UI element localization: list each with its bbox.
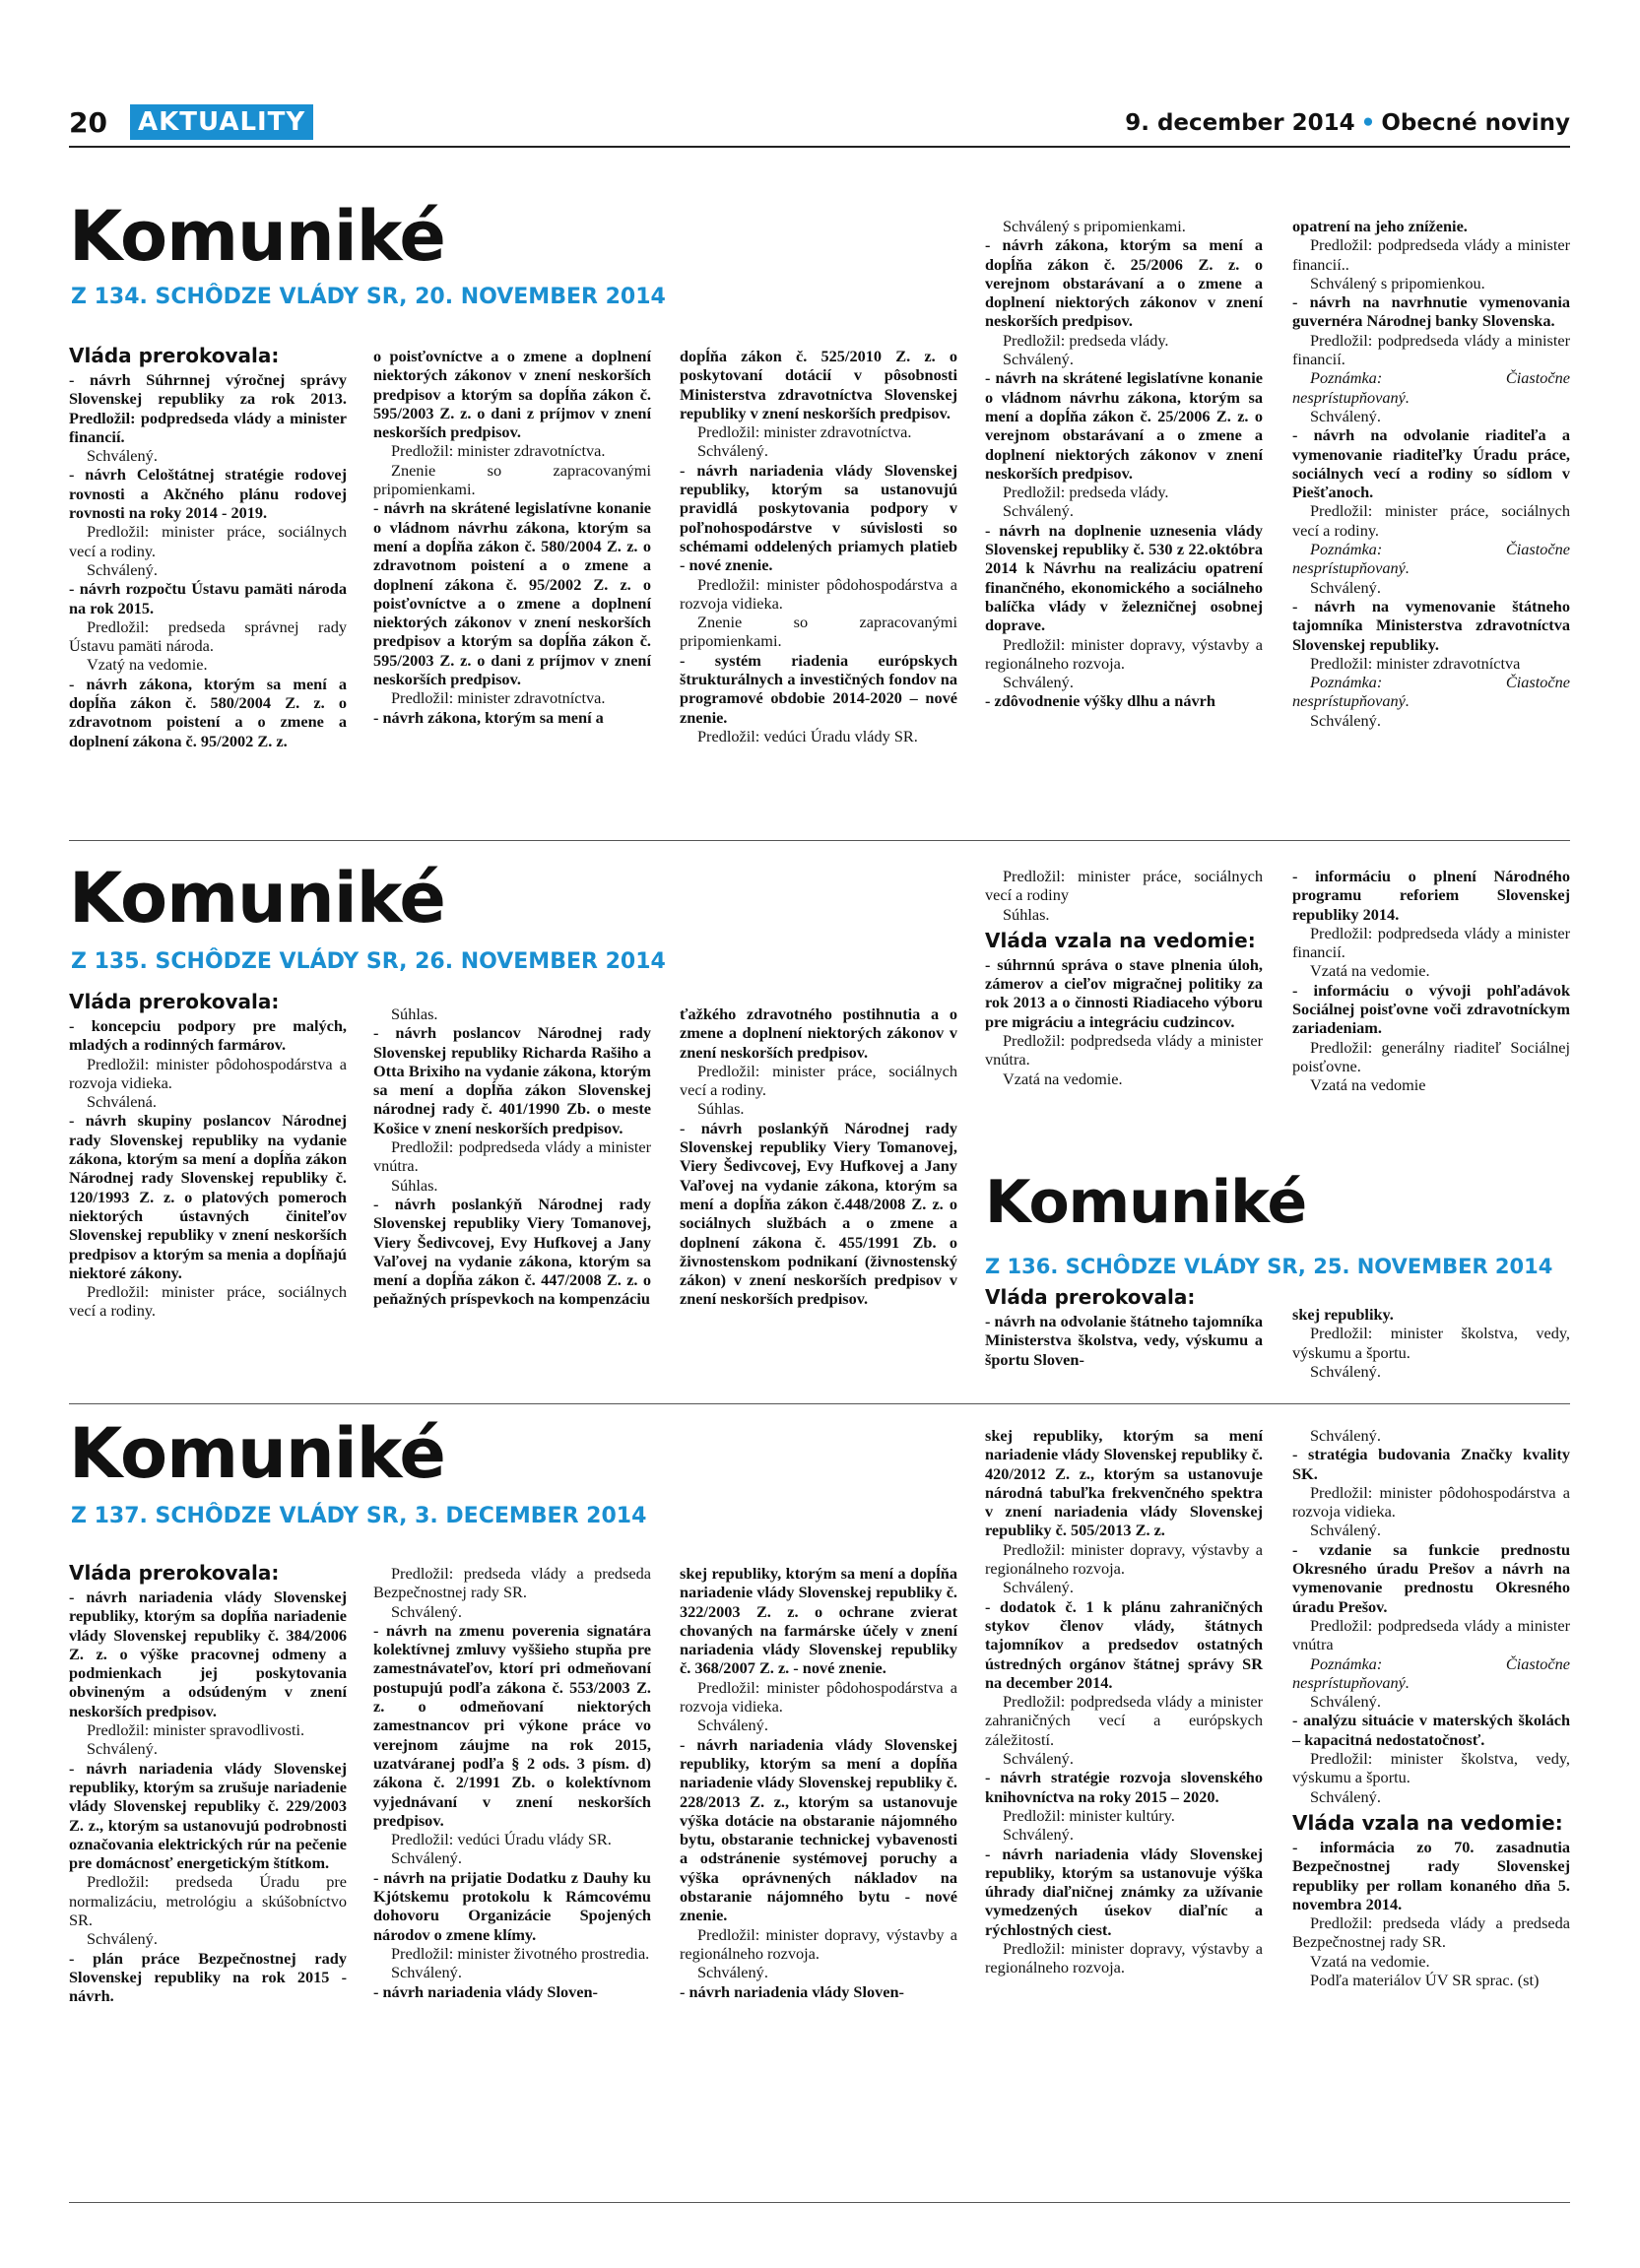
dateline (1125, 104, 1570, 142)
agenda-item: - návrh na zmenu poverenia signatára kolektívnej zmluvy vyššieho stupňa pre zamestnávateľov, ktorí pri odmeňovaní postupujú podľa zákona č. 553/2003 Z. z. o odmeňovaní niektorých zamestnancov pri výkone práce vo verejnom záujme na rok 2015, uzatváranej podľa § 2 ods. 3 písm. d) zákona č. 2/1991 Zb. o kolektívnom vyjednávaní v znení neskorších predpisov. (373, 1620, 651, 1830)
detail-text: Schválený. (1310, 1361, 1381, 1381)
agenda-item: - návrh na doplnenie uznesenia vlády Slovenskej republiky č. 530 z 22.októbra 2014 k Návrhu na realizáciu opatrení finančného, ekonomického a sociálneho balíčka vlády v železničnej osobnej doprave. (985, 520, 1263, 635)
agenda-item: - stratégia budovania Značky kvality SK. (1292, 1445, 1570, 1483)
block-136-title: Komuniké (985, 1168, 1307, 1237)
detail-text: Predložil: minister práce, sociálnych vecí a rodiny. (1292, 501, 1570, 540)
detail-text: Schválený. (391, 1963, 462, 1982)
block-136-col-1 (985, 1280, 1263, 1369)
block-135-col-1 (69, 985, 347, 1321)
detail-text: Predložil: predseda vlády. (1003, 330, 1169, 350)
agenda-item: - návrh nariadenia vlády Slovenskej republiky, ktorým sa dopĺňa nariadenie vlády Slovenskej republiky č. 384/2006 Z. z. o výške pracovnej odmeny a podmienkach jej poskytovania obvineným a odsúdeným v znení neskorších predpisov. (69, 1588, 347, 1720)
detail-text: Schválený. (1003, 1578, 1074, 1597)
detail-text: Predložil: podpredseda vlády a minister financií.. (1292, 235, 1570, 274)
detail-text: Súhlas. (391, 1175, 438, 1195)
detail-text: Vzatá na vedomie. (1003, 1069, 1123, 1088)
detail-text: Predložil: minister práce, sociálnych vecí a rodiny. (680, 1061, 957, 1100)
divider-135 (69, 1403, 1570, 1404)
detail-text: Predložil: podpredseda vlády a minister vnútra. (985, 1031, 1263, 1069)
block-137-col-2 (373, 1564, 651, 2001)
agenda-item: - systém riadenia európskych štrukturálnych a investičných fondov na programové obdobie 2014-2020 – nové znenie. (680, 650, 957, 727)
block-134-col-4 (985, 217, 1263, 711)
section-heading: Vláda vzala na vedomie: (985, 928, 1256, 952)
block-137-subtitle: Z 137. SCHÔDZE VLÁDY SR, 3. DECEMBER 2014 (71, 1504, 647, 1528)
detail-text: Schválený. (1310, 1426, 1381, 1445)
detail-text: Predložil: predseda vlády a predseda Bezpečnostnej rady SR. (373, 1564, 651, 1602)
section-heading: Vláda prerokovala: (69, 990, 280, 1013)
agenda-item: - návrh nariadenia vlády Slovenskej republiky, ktorým sa mení a dopĺňa nariadenie vlády Slovenskej republiky č. 228/2013 Z. z., ktorým sa ustanovuje výška dotácie na obstaranie nájomného bytu, obstaranie technickej vybavenosti a odstránenie systémovej poruchy a výška oprávnených nákladov na obstaranie nájomného bytu - nové znenie. (680, 1734, 957, 1925)
detail-text: Predložil: minister zdravotníctva. (697, 422, 912, 442)
detail-text: Schválený. (87, 1929, 158, 1949)
note-text: Poznámka: Čiastočne nesprístupňovaný. (1292, 1653, 1570, 1692)
agenda-item: ťažkého zdravotného postihnutia a o zmene a doplnení niektorých zákonov v znení neskorších predpisov. (680, 1004, 957, 1062)
agenda-item: - návrh Celoštátnej stratégie rodovej rovnosti a Akčného plánu rodovej rovnosti na roky 2014 - 2019. (69, 465, 347, 523)
detail-text: Schválený. (1003, 501, 1074, 521)
detail-text: Predložil: podpredseda vlády a minister financií. (1292, 330, 1570, 369)
detail-text: Schválený. (87, 1739, 158, 1759)
detail-text: Predložil: minister práce, sociálnych vecí a rodiny. (69, 522, 347, 560)
detail-text: Predložil: minister dopravy, výstavby a regionálneho rozvoja. (985, 634, 1263, 673)
agenda-item: - koncepciu podpory pre malých, mladých a rodinných farmárov. (69, 1016, 347, 1055)
section-label: AKTUALITY (130, 104, 313, 140)
block-136-subtitle: Z 136. SCHÔDZE VLÁDY SR, 25. NOVEMBER 2014 (985, 1255, 1553, 1278)
detail-text: Predložil: vedúci Úradu vlády SR. (697, 726, 918, 745)
detail-text: Schválený. (1310, 710, 1381, 730)
block-135-subtitle: Z 135. SCHÔDZE VLÁDY SR, 26. NOVEMBER 2014 (71, 949, 666, 974)
agenda-item: - analýzu situácie v materských školách – kapacitná nedostatočnosť. (1292, 1711, 1570, 1749)
detail-text: Schválený. (697, 1716, 768, 1735)
detail-text: Predložil: minister kultúry. (1003, 1805, 1175, 1825)
note-text: Poznámka: Čiastočne nesprístupňovaný. (1292, 540, 1570, 578)
agenda-item: - súhrnnú správa o stave plnenia úloh, zámerov a cieľov migračnej politiky za rok 2013 a o činnosti Riadiaceho výboru pre migráciu a integráciu cudzincov. (985, 954, 1263, 1031)
divider-134 (69, 840, 1570, 841)
block-137-col-4 (985, 1426, 1263, 1977)
detail-text: Vzatý na vedomie. (87, 655, 208, 675)
issue-date: 9. december 2014 (1125, 110, 1355, 136)
block-134-col-1 (69, 339, 347, 750)
agenda-item: - zdôvodnenie výšky dlhu a návrh (985, 691, 1215, 711)
detail-text: Schválený. (1003, 1749, 1074, 1769)
block-135-col-5 (1292, 867, 1570, 1095)
agenda-item: - návrh na odvolanie štátneho tajomníka Ministerstva školstva, vedy, výskumu a športu Sloven- (985, 1312, 1263, 1369)
agenda-item: - návrh na skrátené legislatívne konanie o vládnom návrhu zákona, ktorým sa mení a dopĺňa zákon č. 25/2006 Z. z. o verejnom obstarávaní a o zmene a doplnení niektorých zákonov v znení neskorších predpisov. (985, 368, 1263, 483)
detail-text: Predložil: podpredseda vlády a minister vnútra (1292, 1615, 1570, 1654)
agenda-item: - návrh poslankýň Národnej rady Slovenskej republiky Viery Tomanovej, Viery Šedivcovej, Evy Hufkovej a Jany Vaľovej na vydanie zákona, ktorým sa mení a dopĺňa zákon č. 447/2008 Z. z. o peňažných príspevkoch na kompenzáciu (373, 1194, 651, 1309)
block-134-col-3 (680, 347, 957, 745)
detail-text: Schválený. (1310, 1692, 1381, 1712)
detail-text: Predložil: generálny riaditeľ Sociálnej poisťovne. (1292, 1037, 1570, 1075)
detail-text: Predložil: minister pôdohospodárstva a rozvoja vidieka. (680, 574, 957, 613)
section-heading: Vláda prerokovala: (69, 1561, 280, 1585)
detail-text: Predložil: predseda vlády a predseda Bezpečnostnej rady SR. (1292, 1913, 1570, 1952)
publication-name: Obecné noviny (1381, 110, 1570, 136)
detail-text: Predložil: vedúci Úradu vlády SR. (391, 1830, 612, 1849)
block-134-col-2 (373, 347, 651, 727)
detail-text: Schválený. (391, 1601, 462, 1621)
agenda-item: - návrh zákona, ktorým sa mení a dopĺňa zákon č. 25/2006 Z. z. o verejnom obstarávaní a o zmene a doplnení niektorých zákonov v znení neskorších predpisov. (985, 235, 1263, 331)
note-text: Poznámka: Čiastočne nesprístupňovaný. (1292, 673, 1570, 711)
agenda-item: - návrh na vymenovanie štátneho tajomníka Ministerstva zdravotníctva Slovenskej republiky. (1292, 596, 1570, 654)
block-134-col-5 (1292, 217, 1570, 730)
detail-text: Predložil: podpredseda vlády a minister vnútra. (373, 1137, 651, 1176)
agenda-item: skej republiky, ktorým sa mení a dopĺňa nariadenie vlády Slovenskej republiky č. 322/2003 Z. z. o ochrane zvierat chovaných na farmárske účely v znení nariadenia vlády Slovenskej republiky č. 368/2007 Z. z. - nové znenie. (680, 1564, 957, 1678)
detail-text: Predložil: minister dopravy, výstavby a regionálneho rozvoja. (985, 1539, 1263, 1579)
detail-text: Vzatá na vedomie (1310, 1075, 1426, 1095)
block-135-title: Komuniké (69, 858, 445, 939)
detail-text: Predložil: predseda správnej rady Ústavu pamäti národa. (69, 616, 347, 656)
header-rule (69, 146, 1570, 148)
agenda-item: - návrh rozpočtu Ústavu pamäti národa na rok 2015. (69, 579, 347, 617)
block-137-col-3 (680, 1564, 957, 2001)
footer-rule (69, 2202, 1570, 2203)
agenda-item: - informácia zo 70. zasadnutia Bezpečnostnej rady Slovenskej republiky per rollam konaného dňa 5. novembra 2014. (1292, 1837, 1570, 1913)
detail-text: Predložil: minister zdravotníctva. (391, 688, 606, 708)
agenda-item: - vzdanie sa funkcie prednostu Okresného úradu Prešov a návrh na vymenovanie prednostu Okresného úradu Prešov. (1292, 1539, 1570, 1616)
detail-text: Súhlas. (391, 1004, 438, 1023)
agenda-item: - návrh poslankýň Národnej rady Slovenskej republiky Viery Tomanovej, Viery Šedivcovej, Evy Hufkovej a Jany Vaľovej na vydanie zákona, ktorým sa mení a dopĺňa zákon č.448/2008 Z. z. o sociálnych službách a o zmene a doplnení zákona č. 455/1991 Zb. o živnostenskom podnikaní (živnostenský zákon) v znení neskorších predpisov v znení neskorších predpisov. (680, 1118, 957, 1309)
detail-text: Schválený. (1003, 1825, 1074, 1845)
block-134-title: Komuniké (69, 196, 445, 277)
detail-text: Predložil: minister školstva, vedy, výskumu a športu. (1292, 1749, 1570, 1787)
agenda-item: - návrh poslancov Národnej rady Slovenskej republiky Richarda Rašiho a Otta Brixiho na vydanie zákona, ktorým sa mení a dopĺňa zákon Slovenskej národnej rady č. 401/1990 Zb. o meste Košice v znení neskorších predpisov. (373, 1023, 651, 1137)
detail-text: Schválený. (87, 559, 158, 579)
agenda-item: - návrh stratégie rozvoja slovenského knihovníctva na roky 2015 – 2020. (985, 1768, 1263, 1806)
detail-text: Predložil: minister spravodlivosti. (87, 1720, 305, 1740)
detail-text: Predložil: minister dopravy, výstavby a regionálneho rozvoja. (985, 1939, 1263, 1977)
agenda-item: dopĺňa zákon č. 525/2010 Z. z. o poskytovaní dotácií v pôsobnosti Ministerstva zdravotníctva Slovenskej republiky v znení neskorších predpisov. (680, 347, 957, 422)
detail-text: Predložil: podpredseda vlády a minister financií. (1292, 923, 1570, 962)
detail-text: Schválený. (391, 1848, 462, 1868)
agenda-item: - návrh na prijatie Dodatku z Dauhy ku Kjótskemu protokolu k Rámcovému dohovoru Organizácie Spojených národov o zmene klímy. (373, 1867, 651, 1944)
detail-text: Vzatá na vedomie. (1310, 961, 1430, 981)
agenda-item: - návrh na skrátené legislatívne konanie o vládnom návrhu zákona, ktorým sa mení a dopĺňa zákon č. 580/2004 Z. z. o zdravotnom poistení a o zmene a doplnení zákona č. 95/2002 Z. z. o poisťovníctve a o zmene a doplnení niektorých zákonov v znení neskorších predpisov a ktorým sa dopĺňa zákon č. 595/2003 Z. z. o dani z príjmov v znení neskorších predpisov. (373, 498, 651, 689)
agenda-item: opatrení na jeho zníženie. (1292, 217, 1468, 235)
detail-text: Schválený. (1310, 1521, 1381, 1540)
block-135-col-2 (373, 1004, 651, 1309)
agenda-item: - návrh nariadenia vlády Sloven- (373, 1981, 598, 2001)
detail-text: Schválený. (1003, 673, 1074, 692)
detail-text: Predložil: minister školstva, vedy, výskumu a športu. (1292, 1324, 1570, 1362)
detail-text: Predložil: predseda vlády. (1003, 483, 1169, 502)
agenda-item: skej republiky. (1292, 1305, 1394, 1324)
detail-text: Znenie so zapracovanými pripomienkami. (680, 613, 957, 651)
detail-text: Súhlas. (1003, 904, 1050, 924)
detail-text: Predložil: minister práce, sociálnych vecí a rodiny (985, 867, 1263, 905)
section-heading: Vláda prerokovala: (985, 1285, 1196, 1309)
detail-text: Predložil: minister zdravotníctva. (391, 441, 606, 461)
section-heading: Vláda vzala na vedomie: (1292, 1810, 1563, 1835)
agenda-item: - návrh nariadenia vlády Slovenskej republiky, ktorým sa ustanovujú pravidlá poskytovania podpory v poľnohospodárstve v súvislosti so schémami oddelených priamych platieb - nové znenie. (680, 460, 957, 575)
detail-text: Predložil: predseda Úradu pre normalizáciu, metrológiu a skúšobníctvo SR. (69, 1872, 347, 1930)
page-number: 20 (69, 106, 107, 139)
agenda-item: - návrh na navrhnutie vymenovania guvernéra Národnej banky Slovenska. (1292, 292, 1570, 331)
detail-text: Schválený. (1310, 1786, 1381, 1806)
block-137-title: Komuniké (69, 1413, 445, 1494)
detail-text: Predložil: minister pôdohospodárstva a rozvoja vidieka. (680, 1677, 957, 1717)
detail-text: Schválený. (1003, 350, 1074, 369)
agenda-item: - návrh Súhrnnej výročnej správy Slovenskej republiky za rok 2013. Predložil: podpredseda vlády a minister financií. (69, 370, 347, 446)
detail-text: Vzatá na vedomie. (1310, 1951, 1430, 1971)
agenda-item: - návrh na odvolanie riaditeľa a vymenovanie riaditeľky Úradu práce, sociálnych vecí a rodiny so sídlom v Piešťanoch. (1292, 425, 1570, 502)
detail-text: Znenie so zapracovanými pripomienkami. (373, 460, 651, 499)
detail-text: Schválený s pripomienkami. (1003, 217, 1186, 235)
agenda-item: - plán práce Bezpečnostnej rady Slovenskej republiky na rok 2015 - návrh. (69, 1948, 347, 2006)
detail-text: Schválený. (697, 441, 768, 461)
agenda-item: - návrh zákona, ktorým sa mení a (373, 707, 604, 727)
block-135-col-3 (680, 1004, 957, 1309)
page-header (69, 104, 1570, 142)
detail-text: Predložil: minister pôdohospodárstva a rozvoja vidieka. (1292, 1482, 1570, 1522)
detail-text: Podľa materiálov ÚV SR sprac. (st) (1310, 1971, 1540, 1990)
detail-text: Schválený. (1310, 577, 1381, 597)
agenda-item: - návrh nariadenia vlády Slovenskej republiky, ktorým sa ustanovuje výška úhrady diaľničnej známky za užívanie vymedzených úsekov diaľníc a rýchlostných ciest. (985, 1844, 1263, 1939)
note-text: Poznámka: Čiastočne nesprístupňovaný. (1292, 368, 1570, 407)
block-137-col-1 (69, 1556, 347, 2006)
detail-text: Predložil: minister zdravotníctva (1310, 653, 1521, 673)
agenda-item: - návrh skupiny poslancov Národnej rady Slovenskej republiky na vydanie zákona, ktorým sa mení a dopĺňa zákon Národnej rady Slovenskej republiky č. 120/1993 Z. z. o platových pomeroch niektorých ústavných činiteľov Slovenskej republiky v znení neskorších predpisov a ktorým sa menia a dopĺňajú niektoré zákony. (69, 1111, 347, 1282)
detail-text: Predložil: podpredseda vlády a minister zahraničných vecí a európskych záležitostí. (985, 1692, 1263, 1749)
agenda-item: o poisťovníctve a o zmene a doplnení niektorých zákonov v znení neskorších predpisov a ktorým sa dopĺňa zákon č. 595/2003 Z. z. o dani z príjmov v znení neskorších predpisov. (373, 347, 651, 442)
agenda-item: - návrh nariadenia vlády Sloven- (680, 1981, 904, 2001)
agenda-item: - návrh nariadenia vlády Slovenskej republiky, ktorým sa zrušuje nariadenie vlády Slovenskej republiky č. 229/2003 Z. z., ktorým sa ustanovujú podrobnosti označovania elektrických rúr na pečenie pre domácnosť energetickým štítkom. (69, 1758, 347, 1873)
detail-text: Predložil: minister práce, sociálnych vecí a rodiny. (69, 1282, 347, 1321)
detail-text: Predložil: minister dopravy, výstavby a regionálneho rozvoja. (680, 1924, 957, 1963)
detail-text: Schválený. (87, 446, 158, 466)
section-heading: Vláda prerokovala: (69, 344, 280, 367)
detail-text: Predložil: minister pôdohospodárstva a rozvoja vidieka. (69, 1054, 347, 1092)
detail-text: Schválený. (697, 1963, 768, 1982)
detail-text: Predložil: minister životného prostredia. (391, 1943, 650, 1963)
agenda-item: - informáciu o plnení Národného programu reforiem Slovenskej republiky 2014. (1292, 867, 1570, 924)
separator-dot-icon: • (1360, 110, 1376, 136)
block-137-col-5 (1292, 1426, 1570, 1989)
agenda-item: - dodatok č. 1 k plánu zahraničných stykov členov vlády, štátnych tajomníkov a predsedov ostatných ústredných orgánov štátnej správy SR na december 2014. (985, 1596, 1263, 1692)
detail-text: Schválená. (87, 1092, 157, 1112)
detail-text: Schválený s pripomienkou. (1310, 273, 1485, 292)
detail-text: Schválený. (1310, 406, 1381, 425)
agenda-item: - návrh zákona, ktorým sa mení a dopĺňa zákon č. 580/2004 Z. z. o zdravotnom poistení a o zmene a doplnení zákona č. 95/2002 Z. z. (69, 674, 347, 750)
block-136-col-2 (1292, 1305, 1570, 1381)
detail-text: Súhlas. (697, 1099, 745, 1119)
agenda-item: skej republiky, ktorým sa mení nariadenie vlády Slovenskej republiky č. 420/2012 Z. z., ktorým sa ustanovuje národná tabuľka frekvenčného spektra v znení nariadenia vlády Slovenskej republiky č. 505/2013 Z. z. (985, 1426, 1263, 1540)
block-135-col-4 (985, 867, 1263, 1088)
block-134-subtitle: Z 134. SCHÔDZE VLÁDY SR, 20. NOVEMBER 2014 (71, 285, 666, 309)
agenda-item: - informáciu o vývoji pohľadávok Sociálnej poisťovne voči zdravotníckym zariadeniam. (1292, 980, 1570, 1038)
